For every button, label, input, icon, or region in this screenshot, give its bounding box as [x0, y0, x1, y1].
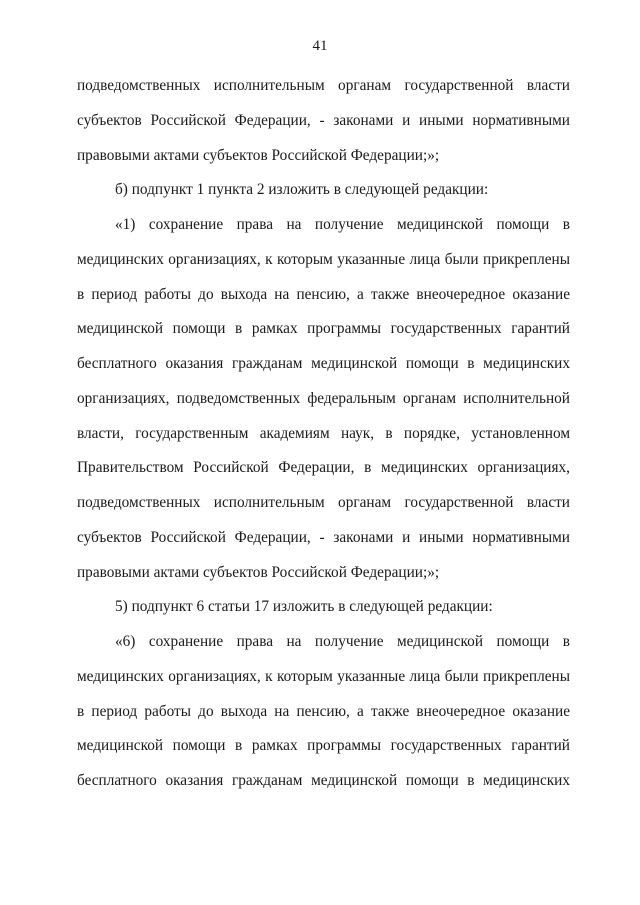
text-line: подведомственных исполнительным органам государственной власти [77, 77, 570, 94]
body-text [77, 72, 570, 802]
text-line: в период работы до выхода на пенсию, а также внеочередное оказание [77, 702, 570, 720]
text-line: 5) подпункт 6 статьи 17 изложить в следующей редакции: [115, 598, 493, 616]
text-line: медицинской помощи в рамках программы государственных гарантий [77, 320, 570, 338]
text-line: б) подпункт 1 пункта 2 изложить в следующей редакции: [115, 181, 489, 199]
text-line: медицинской помощи в рамках программы государственных гарантий [77, 737, 570, 755]
text-line: Правительством Российской Федерации, в медицинских организациях, [77, 459, 570, 477]
text-line: медицинских организациях, к которым указанные лица были прикреплены [77, 250, 570, 268]
text-line: «1) сохранение права на получение медицинской помощи в [115, 216, 570, 233]
text-line: подведомственных исполнительным органам государственной власти [77, 494, 570, 511]
text-line: бесплатного оказания гражданам медицинской помощи в медицинских [77, 772, 570, 789]
text-line: правовыми актами субъектов Российской Федерации;»; [77, 563, 440, 581]
page-number: 41 [312, 38, 328, 54]
text-line: субъектов Российской Федерации, - законами и иными нормативными [77, 111, 570, 129]
text-line: бесплатного оказания гражданам медицинской помощи в медицинских [77, 355, 570, 372]
text-line: в период работы до выхода на пенсию, а также внеочередное оказание [77, 285, 570, 303]
text-line: правовыми актами субъектов Российской Федерации;»; [77, 146, 440, 164]
text-line: субъектов Российской Федерации, - законами и иными нормативными [77, 528, 570, 546]
text-line: медицинских организациях, к которым указанные лица были прикреплены [77, 667, 570, 685]
text-line: «6) сохранение права на получение медицинской помощи в [115, 633, 570, 650]
text-line: власти, государственным академиям наук, в порядке, установленном [77, 424, 570, 442]
text-line: организациях, подведомственных федеральным органам исполнительной [77, 389, 570, 407]
